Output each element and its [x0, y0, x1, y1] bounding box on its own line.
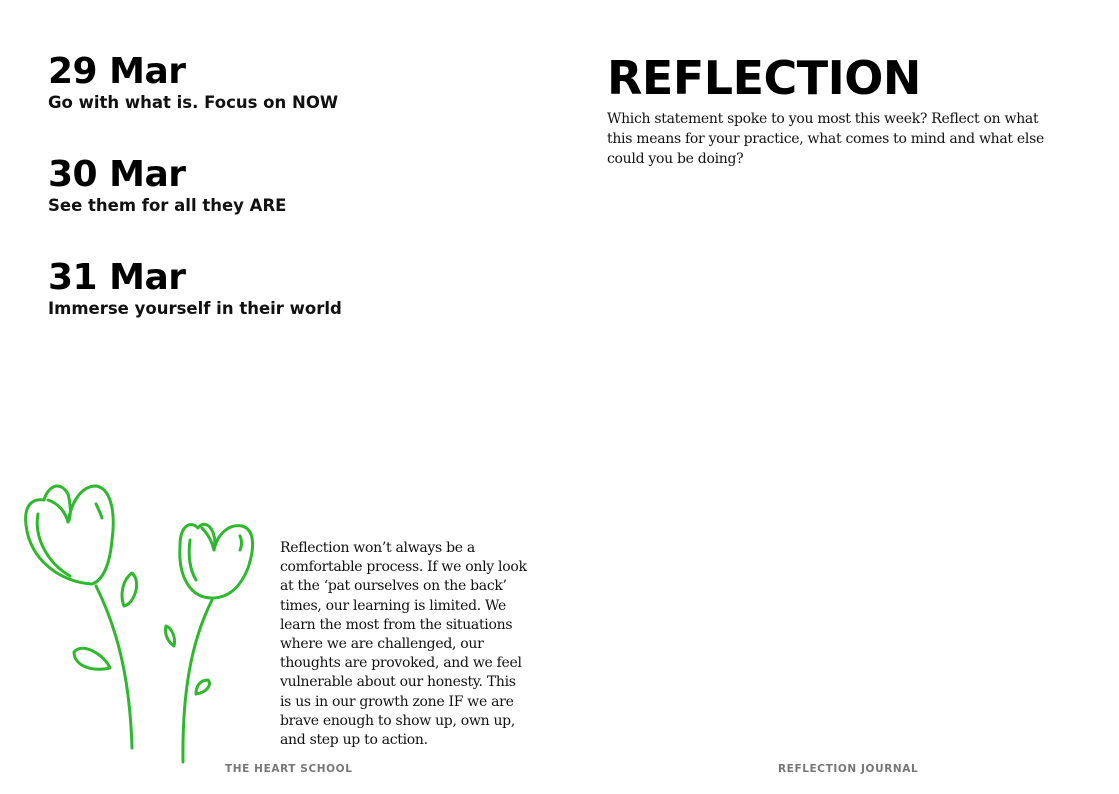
footer-left-label: THE HEART SCHOOL [225, 763, 353, 775]
date-entry [48, 258, 342, 320]
quote-line: vulnerable about our honesty. This [280, 674, 516, 691]
quote-line: times, our learning is limited. We [280, 597, 506, 614]
entry-statement: Go with what is. Focus on NOW [48, 93, 339, 112]
quote-line: thoughts are provoked, and we feel [280, 655, 522, 672]
entry-statement: Immerse yourself in their world [48, 299, 342, 318]
quote-line: comfortable process. If we only look [280, 559, 527, 576]
quote-line: brave enough to show up, own up, [280, 712, 515, 729]
entry-date: 31 Mar [48, 257, 186, 298]
reflection-prompt: Which statement spoke to you most this week? Reflect on what this means for your practice, what comes to mind and what else could you be doing? [607, 111, 1044, 167]
entry-statement: See them for all they ARE [48, 196, 287, 215]
quote-line: at the ‘pat ourselves on the back’ [280, 578, 507, 595]
date-entry [48, 52, 338, 114]
quote-line: is us in our growth zone IF we are [280, 693, 514, 710]
quote-line: learn the most from the situations [280, 616, 513, 633]
reflection-title: REFLECTION [607, 51, 921, 105]
quote-line: and step up to action. [280, 732, 428, 749]
footer-right-label: REFLECTION JOURNAL [778, 763, 919, 775]
entry-date: 30 Mar [48, 154, 186, 195]
reflection-quote [280, 539, 527, 750]
quote-line: Reflection won’t always be a [280, 540, 475, 556]
quote-line: where we are challenged, our [280, 636, 484, 653]
date-entry [48, 155, 286, 217]
entry-date: 29 Mar [48, 51, 186, 92]
tulip-flowers-icon [0, 470, 270, 770]
